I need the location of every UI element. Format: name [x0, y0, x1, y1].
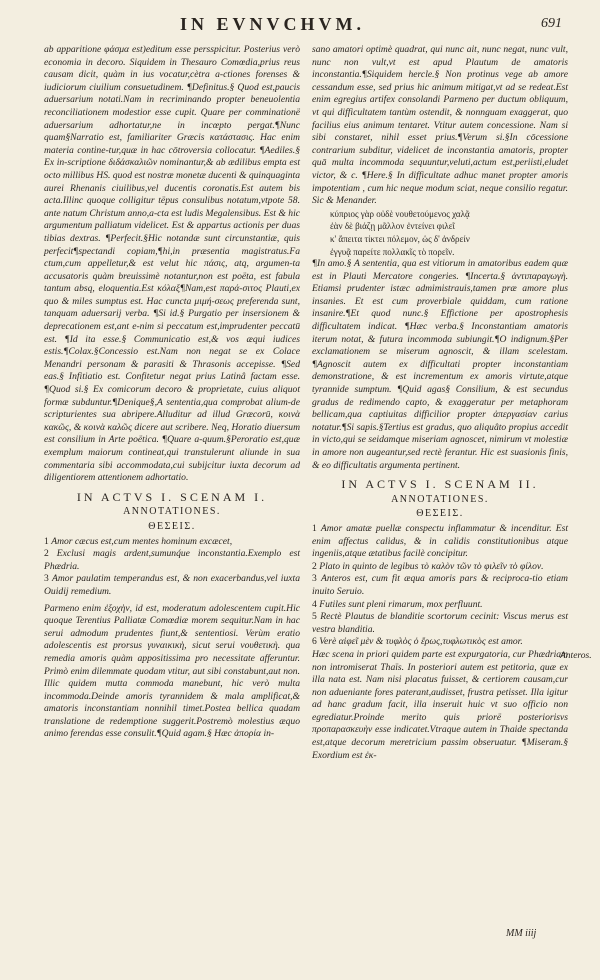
annotations-heading: ANNOTATIONES. [123, 506, 221, 518]
thesis-item: 4 Futiles sunt pleni rimarum, mox perfluunt. [312, 598, 483, 610]
thesis-item: 6 Verè αἰφεῖ μὲν & τυφλὸς ὁ ἔρως,τυφλωτικὸς est amor. [312, 636, 523, 648]
page-number: 691 [541, 16, 562, 31]
greek-verse: ἐγγυᾷ παρείτε πολλακῖς τὸ πορεῖν. [330, 246, 455, 257]
thesis-item: 3 Amor paulatim temperandus est, & non exacerbandus,vel iuxta Ouidij remedium. [44, 573, 300, 597]
page-header [0, 14, 600, 38]
greek-verse: κ' ἄπειτα τίκτει πόλεμον, ὡς δ' ἀνδρείν [330, 233, 470, 244]
commentary-paragraph: Parmeno enim ἐξοχὴν, id est, moderatum adolescentem cupit.Hic quoque Terentius Palliatæ Comœdiæ morem sequitur.Nam in hac serui admodum prudentes fiunt,& sententiosi. Verùm eratio adolescentis est prorsus γυναικικὴ, sicut serui νουθετικὴ. qua remedia amoris quàm appositissima pro necessitate afferuntur. Primò enim dilemmate quodam vtitur, aut sibi constabunt,aut non. Illic quidem mutta commoda manebunt, hic verò multa incommoda.Deinde amoris tyrannidem & mala amplificat,& amatoris inconstantiam nonnihil timet.Postea bellica quadam translatione de redemptione suggerit.Postremò molestius æquo animo ferendas esse consulit.¶Quid agam.§ Hæc ἀπορία in- [44, 602, 300, 740]
thesis-item: 1 Amor amatæ puellæ conspectu inflammatur & incenditur. Est enim affectus calidus, & in calidis constitutionibus atque ingeniis,atque ætatibus facilè concipitur. [312, 522, 568, 560]
right-column [312, 44, 568, 762]
commentary-paragraph: Hæc scena in priori quidem parte est expurgatoria, cur Phædriam non intromiserat Thaïs. In posteriori autem est petitoria, quæ ex illa nata est. Nam nisi placatus fuisset, & certiorem causam,cur non adueniante fores paterant,audisset, frustra petisset. Illa igitur ad hanc gradum facit, illa inseruit huic vt suo officio non egrediatur.Proinde merito quis priorë posteriorisvs προπαρασκευὴν esse indicatet.Vtraque autem in Thaide spectanda est,atque decorum meretricium passim obseruatur. ¶Miseram.§ Exordium est ἐκ- [312, 648, 568, 761]
marginal-note: Anteros. [560, 651, 592, 661]
section-heading: IN ACTVS I. SCENAM II. [341, 477, 539, 492]
catchword: MM iiij [506, 928, 537, 939]
thesis-item: 2 Plato in quinto de legibus τὸ καλὸν τῶν τὸ φιλεῖν τὸ φίλον. [312, 560, 544, 572]
annotations-heading: ANNOTATIONES. [391, 493, 489, 505]
commentary-paragraph: ab apparitione φάσμα est)editum esse persspicitur. Posterius verò economia in decoro. Siquidem in Thesauro Comœdia,prius reus causam dicit, quàm in ius vocatur,cètra a-ctiones forenses & iudiciorum ciuilium consuetudinem. ¶Definitus.§ Quod est,paucis aduersarium notati.Nam in recriminando propter beneuolentia reconciliationem modestior esse cupit. Quare per comminationë aduersarium adhortatur,ne in incœpto pergat.¶Nunc quam§Narratio est, familiariter Græcis κατάστασις. Hac enim materia contine-tur,quæ in hac cōtroversia collocatur. ¶Aediles.§ Ex in-scriptione διδάσκαλιῶν nominantur,& ab ædilibus empta est octo millibus HS. quod est nostræ monetæ ducenti & quinquaginta aurei Rhenanis ciuilibus,vel ducentis coronatis.Est autem bis acta.Illinc quoque colligitur tëpus consulibus notatum,vtpote 58. ante natum Christum anno,a-cta est ludis Megalensibus. Est & hic argumentum palliatum videlicet. Est & appartus actionis per duas tibias dextras. ¶Perfecit.§Hic notandæ sunt circunstantiæ, quis perfecit¶spectandi copiam,¶hi,in præsentia magistratus.Fa ctum,cum appelletur,& est velut hic πάσις, atq, argumen-ta accusatoris quàm breuissimè notantur,non est poëta, est fabula tantum absq, eloquentia.Est κόλαξ¶Nam,est παρά-σιτος Plauti,ex quo & miles sumptus est. Hac cuncta μιμή-σεως preferenda sunt, tanquam aduersarij verba. ¶Si id.§ Purgatio per insersionem & deprecationem est,ant e-nim si peccatum est,imprudenter peccatū est. ¶Id ita esse.§ Communicatio est,& vos æqui iudices estis.¶Colax.§Concessio est.Nam non negat se ex Colace Menandri personam & parasiti & Thrasonis accepisse. ¶Sed eas.§ Infitiatio est. Confitetur negat prius Latinâ factam esse. ¶Quod si.§ Ex comicorum decoro & proprietate, cuius aliquot formæ subduntur.¶Denique§,A sententia,qua comprobat alium-de scripturientes sua abripere.Alluditur ad illud Græcorū, κοινὰ κακῶς, & κοινὰ καλῶς dicere aut scribere. Neq, Horatio diuersum est consilium in Arte poëtica. ¶Quare a-quum.§Peroratio est,quæ exemplum maiorum contineat,qui transtulerunt aliunde in sua commentaria sibi accommodata,cui subijcitur iuxta decorum ad diligentiorem attentionem adhortatio. [44, 44, 300, 484]
thesis-item: 3 Anteros est, cum fit æqua amoris pars & reciproca-tio etiam inuito Seruio. [312, 573, 568, 597]
left-column [44, 44, 300, 741]
theses-heading: ΘΕΣΕΙΣ. [148, 520, 196, 532]
greek-verse: ἐὰν δὲ βιάζῃ μᾶλλον ἐντείνει φιλεῖ [330, 221, 455, 232]
greek-verse: κύπριος γὰρ οὐδὲ νουθετούμενος χαλᾷ [330, 208, 470, 219]
thesis-item: 5 Rectè Plautus de blanditie scortorum cecinit: Viscus merus est vestra blanditia. [312, 611, 568, 635]
theses-heading: ΘΕΣΕΙΣ. [416, 508, 464, 520]
running-title: IN EVNVCHVM. [180, 14, 365, 34]
commentary-paragraph: ¶In amo.§ A sententia, qua est vitiorum in amatoribus eadem quæ est in Plauti Mercatore congeries. ¶Incerta.§ ἀντιπαραγωγὴ. Etiamsi prudenter istæc admimistrauis,tamen præ amore plus insanies. Et est cum proverbiale quiddam, cum ratione insanire.¶Et quod nunc.§ Effictione per apostrophesis difficultatem indicat. ¶Hæc verba.§ Inconstantiam amatoris iterum notat, & futura incommoda subiungit.¶O indignum.§Per exclamationem se miserum agnoscit, & illam scelestam. ¶Agnoscit autem ex difficultati propter inconstantiam demonstratione, & est incrementum ex amoris virtute,atque tyrannide sumptum. ¶Quid agas§ Consilium, & est secundus gradus de redimendo capto, & exaggeratur per metaphoram bellicam,qua captiuitas difficilior propter ἀπεργασίαν carius notatur.¶Si sapis.§Tertius est gradus, quo aliquâto propius accedit in victo,qui se seidamque miseriam agnoscet, nimirum vt molestiæ in amore non augeantur,sed rectè ferantur. Hic est suasionis finis, & eo difficultatis argumenta pertinent. [312, 258, 568, 471]
thesis-item: 2 Exclusi magis ardent,sumunq́ue inconstantia.Exemplo est Phædria. [44, 548, 300, 572]
thesis-item: 1 Amor cæcus est,cum mentes hominum excæcet, [44, 535, 233, 547]
commentary-paragraph: sano amatori optimè quadrat, qui nunc ait, nunc negat, nunc vult, nunc non vult,vt est apud Plautum de amatoris inconstantia.¶Siquidem hercle.§ Non protinus vege ab amore cessandum esse, sed prius hic animum mitigat,vt ad se redeat.Est enim egregius artifex consolandi Parmeno per ductum obliquum, vt qui difficultatem tantùm ostendit, & nonnguam exaggerat, quo facilius eius animum tentaret. Vtitur autem concessione. Nam si sibi constaret, nihil esset prius.¶Verum si.§In cōcessione contrarium subditur, videlicet de inconstantia amatoris, propter quā multa incommoda sequuntur,veluti,actum est,periisti,eludet victor, & c. ¶Here.§ In difficultate adhuc manet propter amoris impotentiam , cum hic neque modum sciat, neque consilio regatur. Sic & Menander. [312, 44, 568, 207]
section-heading: IN ACTVS I. SCENAM I. [76, 489, 268, 504]
